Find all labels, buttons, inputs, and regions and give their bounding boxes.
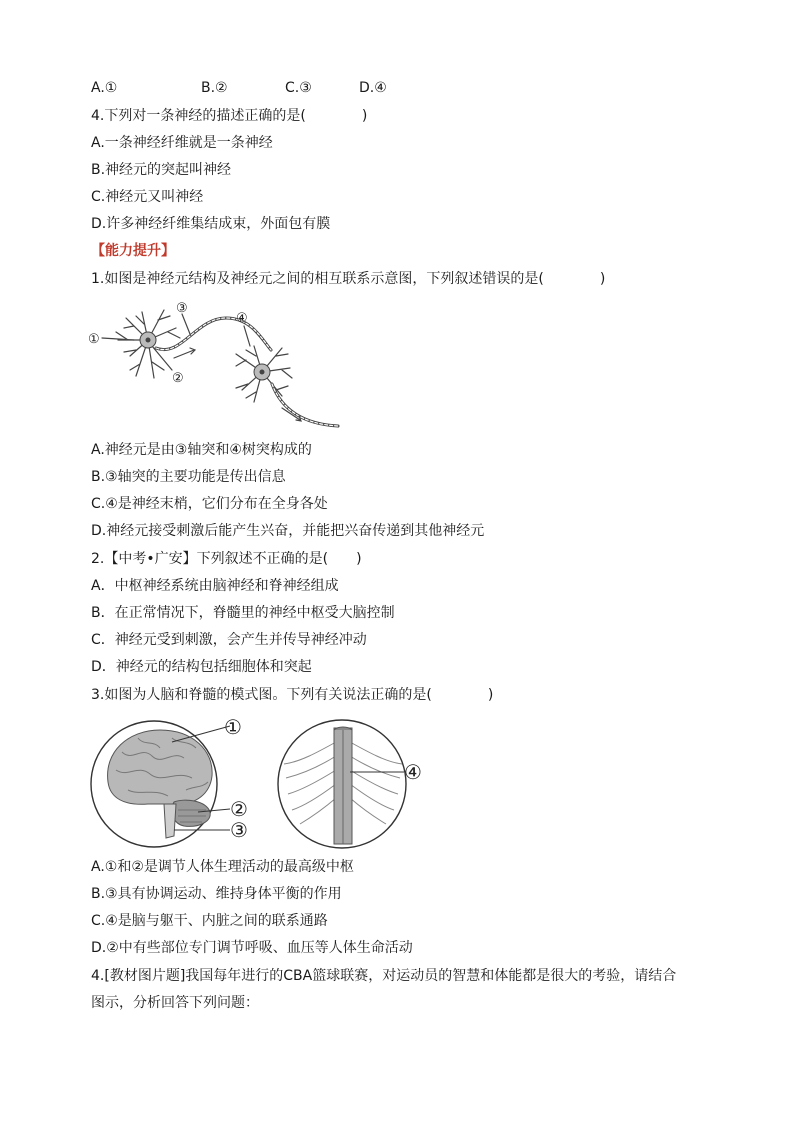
brain-label-2: ② [230, 797, 248, 821]
q4-stem: 4.下列对一条神经的描述正确的是( ) [91, 108, 368, 124]
q4-option-c: C.神经元又叫神经 [91, 189, 204, 205]
brain-spinal-cord-figure [88, 712, 448, 852]
section-title: 【能力提升】 [91, 243, 175, 259]
p3-option-c: C.④是脑与躯干、内脏之间的联系通路 [91, 913, 328, 929]
option-a: A.① [91, 80, 118, 96]
option-b: B.② [201, 80, 228, 96]
brain-label-3: ③ [230, 818, 248, 842]
option-c: C.③ [285, 80, 312, 96]
neuron-label-1: ① [88, 332, 100, 347]
option-d: D.④ [359, 80, 387, 96]
p2-option-b: B．在正常情况下，脊髓里的神经中枢受大脑控制 [91, 605, 395, 621]
p2-option-c: C．神经元受到刺激，会产生并传导神经冲动 [91, 632, 367, 648]
q4-option-d: D.许多神经纤维集结成束，外面包有膜 [91, 216, 331, 232]
p1-option-d: D.神经元接受刺激后能产生兴奋，并能把兴奋传递到其他神经元 [91, 523, 485, 539]
p2-option-a: A．中枢神经系统由脑神经和脊神经组成 [91, 578, 339, 594]
p4-stem-line1: 4.[教材图片题]我国每年进行的CBA篮球联赛，对运动员的智慧和体能都是很大的考验，请结合 [91, 968, 677, 984]
p1-stem: 1.如图是神经元结构及神经元之间的相互联系示意图，下列叙述错误的是( ) [91, 271, 606, 287]
p1-option-c: C.④是神经末梢，它们分布在全身各处 [91, 496, 328, 512]
p2-stem: 2.【中考•广安】下列叙述不正确的是( ) [91, 551, 362, 567]
neuron-label-4: ④ [236, 311, 248, 326]
p3-option-b: B.③具有协调运动、维持身体平衡的作用 [91, 886, 342, 902]
neuron-figure [86, 298, 346, 430]
brain-label-1: ① [224, 715, 242, 739]
p3-stem: 3.如图为人脑和脊髓的模式图。下列有关说法正确的是( ) [91, 687, 494, 703]
p2-option-d: D．神经元的结构包括细胞体和突起 [91, 659, 312, 675]
p1-option-b: B.③轴突的主要功能是传出信息 [91, 469, 286, 485]
neuron-label-2: ② [172, 371, 184, 386]
spinal-label-4: ④ [404, 760, 422, 784]
neuron-label-3: ③ [176, 301, 188, 316]
q4-option-a: A.一条神经纤维就是一条神经 [91, 135, 273, 151]
q4-option-b: B.神经元的突起叫神经 [91, 162, 232, 178]
p3-option-d: D.②中有些部位专门调节呼吸、血压等人体生命活动 [91, 940, 413, 956]
p3-option-a: A.①和②是调节人体生理活动的最高级中枢 [91, 859, 354, 875]
p4-stem-line2: 图示，分析回答下列问题： [91, 995, 259, 1011]
p1-option-a: A.神经元是由③轴突和④树突构成的 [91, 442, 312, 458]
